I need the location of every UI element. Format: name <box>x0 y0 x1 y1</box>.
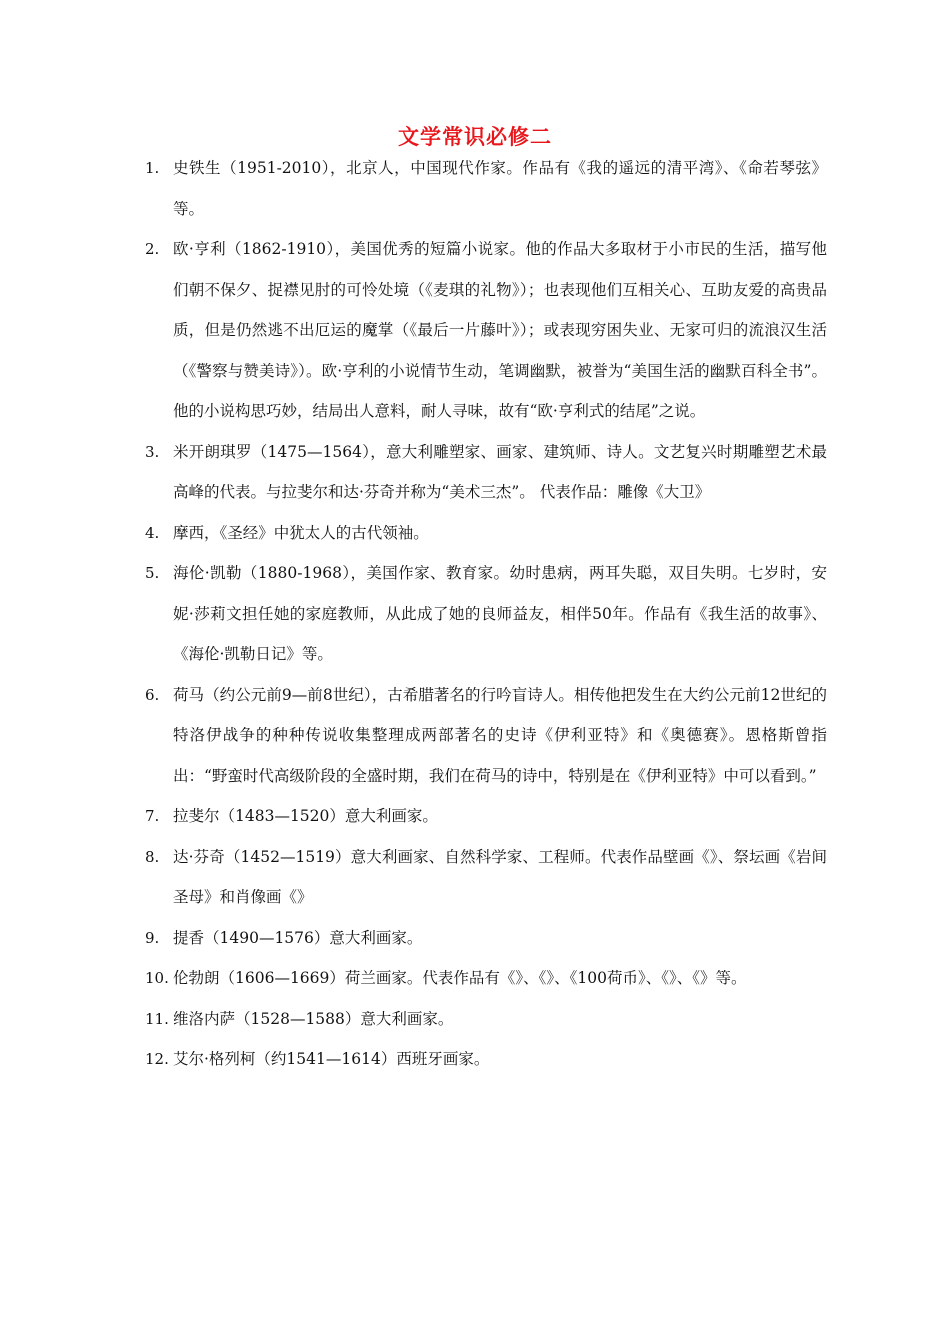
list-item <box>145 513 827 554</box>
document-title: 文学常识必修二 <box>398 124 552 149</box>
list-item <box>145 958 827 999</box>
item-text: 史铁生（1951-2010），北京人，中国现代作家。作品有《我的遥远的清平湾》、《命若琴弦》等。 <box>173 159 827 218</box>
item-number: 6. <box>145 685 160 704</box>
item-text: 达·芬奇（1452—1519）意大利画家、自然科学家、工程师。代表作品壁画《》、祭坛画《岩间圣母》和肖像画《》 <box>173 847 827 906</box>
item-text: 伦勃朗（1606—1669）荷兰画家。代表作品有《》、《》、《100荷币》、《》、《》等。 <box>173 969 747 987</box>
list-item <box>145 837 827 918</box>
entry-list <box>145 148 827 1080</box>
item-number: 10. <box>145 969 169 987</box>
list-item <box>145 796 827 837</box>
list-item <box>145 918 827 959</box>
list-item <box>145 999 827 1040</box>
item-text: 荷马（约公元前9—前8世纪），古希腊著名的行吟盲诗人。相传他把发生在大约公元前12世纪的特洛伊战争的种种传说收集整理成两部著名的史诗《伊利亚特》和《奥德赛》。恩格斯曾指出：“野蛮时代高级阶段的全盛时期，我们在荷马的诗中，特别是在《伊利亚特》中可以看到。” <box>173 685 827 785</box>
item-text: 米开朗琪罗（1475—1564），意大利雕塑家、画家、建筑师、诗人。文艺复兴时期雕塑艺术最高峰的代表。与拉斐尔和达·芬奇并称为“美术三杰”。 代表作品：雕像《大卫》 <box>173 442 827 501</box>
list-item <box>145 229 827 432</box>
item-number: 11. <box>145 1009 169 1028</box>
item-number: 8. <box>145 847 160 866</box>
list-item <box>145 148 827 229</box>
list-item <box>145 675 827 797</box>
item-text: 拉斐尔（1483—1520）意大利画家。 <box>173 807 438 825</box>
item-number: 3. <box>145 442 160 461</box>
item-text: 维洛内萨（1528—1588）意大利画家。 <box>173 1009 454 1028</box>
item-text: 海伦·凯勒（1880-1968），美国作家、教育家。幼时患病，两耳失聪，双目失明。七岁时，安妮·莎莉文担任她的家庭教师，从此成了她的良师益友，相伴50年。作品有《我生活的故事》、《海伦·凯勒日记》等。 <box>173 564 827 663</box>
item-number: 7. <box>145 807 160 825</box>
item-number: 2. <box>145 240 160 258</box>
item-text: 欧·亨利（1862-1910），美国优秀的短篇小说家。他的作品大多取材于小市民的生活，描写他们朝不保夕、捉襟见肘的可怜处境（《麦琪的礼物》）；也表现他们互相关心、互助友爱的高贵品质，但是仍然逃不出厄运的魔掌（《最后一片藤叶》）；或表现穷困失业、无家可归的流浪汉生活（《警察与赞美诗》）。欧·亨利的小说情节生动，笔调幽默，被誉为“美国生活的幽默百科全书”。他的小说构思巧妙，结局出人意料，耐人寻味，故有“欧·亨利式的结尾”之说。 <box>173 240 827 420</box>
item-number: 4. <box>145 523 160 542</box>
item-number: 12. <box>145 1050 169 1068</box>
list-item <box>145 1039 827 1080</box>
item-text: 摩西，《圣经》中犹太人的古代领袖。 <box>173 523 429 542</box>
item-number: 9. <box>145 928 160 947</box>
item-text: 提香（1490—1576）意大利画家。 <box>173 928 423 947</box>
list-item <box>145 553 827 675</box>
item-text: 艾尔·格列柯（约1541—1614）西班牙画家。 <box>173 1050 490 1068</box>
list-item <box>145 432 827 513</box>
item-number: 5. <box>145 564 160 582</box>
item-number: 1. <box>145 159 160 177</box>
